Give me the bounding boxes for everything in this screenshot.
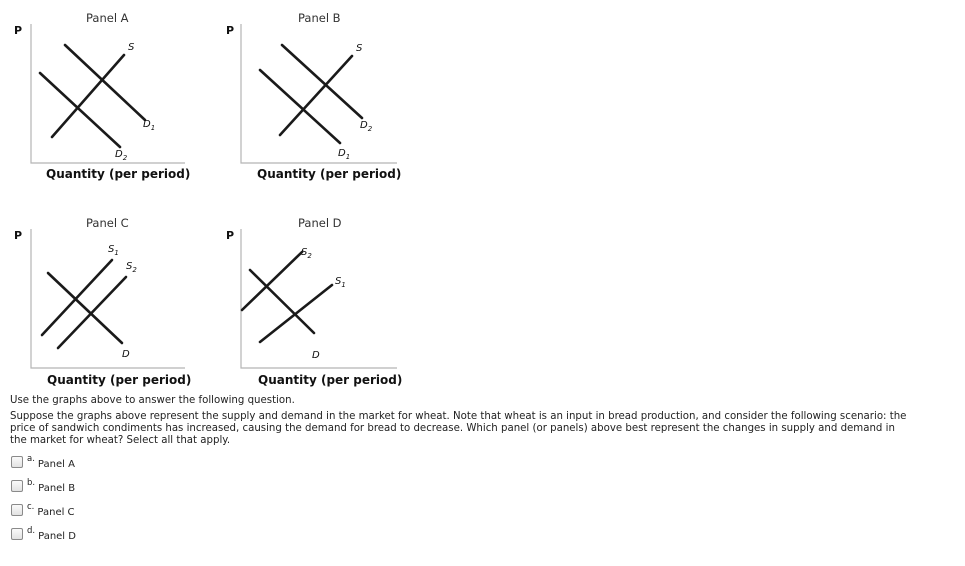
quantity-axis-label: Quantity (per period): [46, 167, 191, 181]
panel-title: Panel B: [298, 11, 341, 25]
price-axis-label: P: [226, 24, 235, 37]
curve-line-d: [48, 273, 122, 343]
curve-label-s1: S1: [335, 276, 346, 289]
panel-d: [212, 205, 412, 405]
curve-line-s2: [242, 252, 302, 310]
checkbox[interactable]: [11, 504, 23, 516]
curve-label-s: S: [356, 43, 363, 54]
option-d[interactable]: [11, 527, 76, 551]
axes: [241, 229, 397, 368]
curve-line-d2: [282, 45, 362, 118]
curve-label-d: D: [122, 349, 130, 360]
price-axis-label: P: [226, 229, 235, 242]
option-letter: c.: [27, 502, 35, 512]
option-letter: b.: [27, 478, 36, 488]
panel-title: Panel C: [86, 216, 129, 230]
curve-label-d1: D1: [143, 119, 156, 132]
panel-a: [0, 0, 200, 200]
curve-label-s2: S2: [126, 261, 137, 274]
panel-c-graph: [0, 205, 200, 405]
option-letter: d.: [27, 526, 36, 536]
panel-title: Panel D: [298, 216, 342, 230]
curve-label-s2: S2: [301, 247, 312, 260]
option-letter: a.: [27, 454, 35, 464]
quantity-axis-label: Quantity (per period): [47, 373, 192, 387]
option-label[interactable]: Panel C: [37, 507, 75, 518]
curve-label-d2: D2: [115, 149, 128, 162]
curve-label-s1: S1: [108, 244, 119, 257]
quantity-axis-label: Quantity (per period): [257, 167, 402, 181]
curve-line-s: [280, 56, 352, 135]
quantity-axis-label: Quantity (per period): [258, 373, 403, 387]
option-label[interactable]: Panel A: [37, 459, 75, 470]
checkbox[interactable]: [11, 456, 23, 468]
option-c[interactable]: [11, 503, 76, 527]
panel-c: [0, 205, 200, 405]
curve-label-d2: D2: [360, 120, 373, 133]
price-axis-label: P: [14, 229, 23, 242]
curve-label-d: D: [312, 350, 320, 361]
option-label[interactable]: Panel B: [38, 483, 76, 494]
panel-b-graph: [212, 0, 412, 200]
axes: [31, 24, 185, 163]
option-label[interactable]: Panel D: [38, 531, 76, 542]
curve-label-s: S: [128, 42, 135, 53]
price-axis-label: P: [14, 24, 23, 37]
question-intro: Use the graphs above to answer the following question.: [10, 395, 295, 406]
panel-title: Panel A: [86, 11, 129, 25]
question-block: [10, 395, 910, 451]
checkbox[interactable]: [11, 480, 23, 492]
option-a[interactable]: [11, 455, 76, 479]
curve-label-d1: D1: [338, 148, 351, 161]
panel-a-graph: [0, 0, 200, 200]
option-b[interactable]: [11, 479, 76, 503]
question-body: Suppose the graphs above represent the supply and demand in the market for wheat. Note that wheat is an input in bread production, and consider the following scenario: the price of sandwich condiments has increased, causing the demand for bread to decrease. Which panel (or panels) above best represent the changes in supply and demand in the market for wheat? Select all that apply.: [10, 411, 907, 446]
checkbox[interactable]: [11, 528, 23, 540]
panel-b: [212, 0, 412, 200]
panel-d-graph: [212, 205, 412, 405]
answer-options: [11, 455, 76, 551]
